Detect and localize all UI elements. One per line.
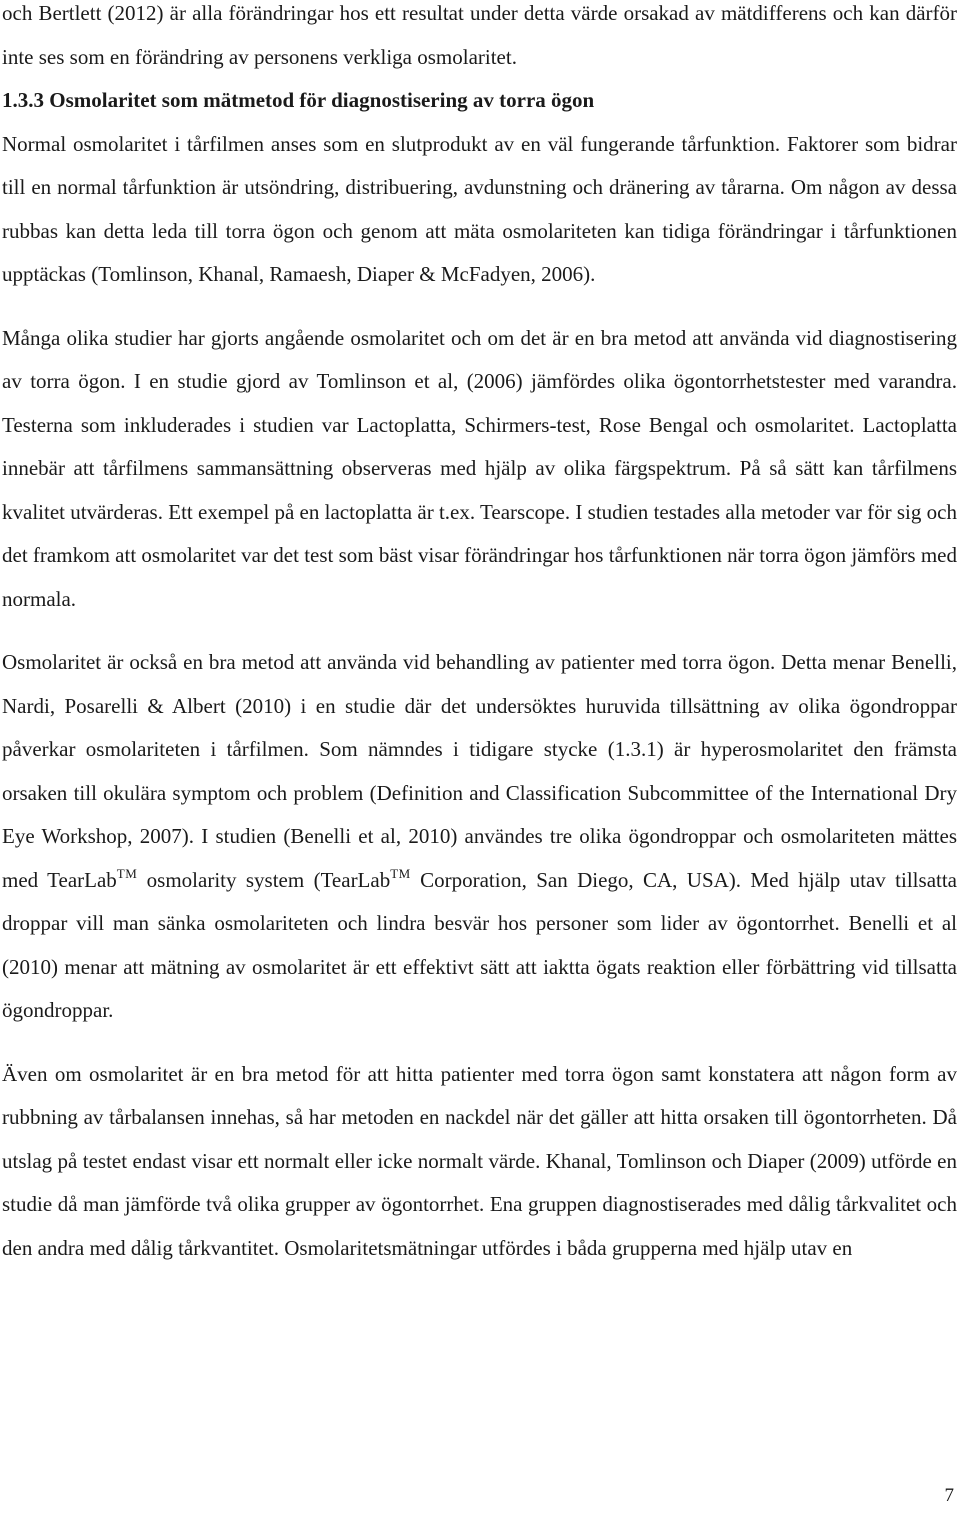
- trademark-mark-2: TM: [390, 865, 411, 881]
- paragraph-treatment-part1: Osmolaritet är också en bra metod att använda vid behandling av patienter med torra ögon. Detta menar Benelli, Nardi, Posarelli & Albert (2010) i en studie där det undersöktes huruvida tillsättning av olika ögondroppar påverkar osmolariteten i tårfilmen. Som nämndes i tidigare stycke (1.3.1) är hyperosmolaritet den främsta orsaken till okulära symptom och problem (Definition and Classification Subcommittee of the International Dry Eye Workshop, 2007). I studien (Benelli et al, 2010) användes tre olika ögondroppar och osmolariteten mättes med TearLab: [2, 650, 957, 892]
- paragraph-limitations: Även om osmolaritet är en bra metod för att hitta patienter med torra ögon samt konstatera att någon form av rubbning av tårbalansen innehas, så har metoden en nackdel när det gäller att hitta orsaken till ögontorrheten. Då utslag på testet endast visar ett normalt eller icke normalt värde. Khanal, Tomlinson och Diaper (2009) utförde en studie då man jämförde två olika grupper av ögontorrhet. Ena gruppen diagnostiserades med dålig tårkvalitet och den andra med dålig tårkvantitet. Osmolaritetsmätningar utfördes i båda grupperna med hjälp utav en: [2, 1061, 957, 1260]
- paragraph-treatment-part3: Corporation, San Diego, CA, USA). Med hjälp utav tillsatta droppar vill man sänka osmolariteten och lindra besvär hos personer som lider av ögontorrhet. Benelli et al (2010) menar att mätning av osmolaritet är ett effektivt sätt att iaktta ögats reaktion eller förbättring vid tillsatta ögondroppar.: [2, 867, 957, 1022]
- paragraph-normal-osmolarity: Normal osmolaritet i tårfilmen anses som en slutprodukt av en väl fungerande tårfunktion. Faktorer som bidrar till en normal tårfunktion är utsöndring, distribuering, avdunstning och dränering av tårarna. Om någon av dessa rubbas kan detta leda till torra ögon och genom att mäta osmolariteten kan tidiga förändringar i tårfunktionen upptäckas (Tomlinson, Khanal, Ramaesh, Diaper & McFadyen, 2006).: [2, 131, 957, 286]
- paragraph-treatment-part2: osmolarity system (TearLab: [137, 867, 391, 892]
- section-heading: 1.3.3 Osmolaritet som mätmetod för diagnostisering av torra ögon: [2, 88, 595, 112]
- intro-paragraph: och Bertlett (2012) är alla förändringar hos ett resultat under detta värde orsakad av mätdifferens och kan därför inte ses som en förändring av personens verkliga osmolaritet.: [2, 1, 957, 69]
- document-page: [2, 0, 957, 1270]
- trademark-mark-1: TM: [116, 865, 138, 881]
- paragraph-studies: Många olika studier har gjorts angående osmolaritet och om det är en bra metod att använda vid diagnostisering av torra ögon. I en studie gjord av Tomlinson et al, (2006) jämfördes olika ögontorrhetstester med varandra. Testerna som inkluderades i studien var Lactoplatta, Schirmers-test, Rose Bengal och osmolaritet. Lactoplatta innebär att tårfilmens sammansättning observeras med hjälp av olika färgspektrum. På så sätt kan tårfilmens kvalitet utvärderas. Ett exempel på en lactoplatta är t.ex. Tearscope. I studien testades alla metoder var för sig och det framkom att osmolaritet var det test som bäst visar förändringar hos tårfunktionen när torra ögon jämförs med normala.: [2, 325, 957, 611]
- paragraph-treatment: [2, 641, 957, 1033]
- page-number: 7: [944, 1485, 954, 1506]
